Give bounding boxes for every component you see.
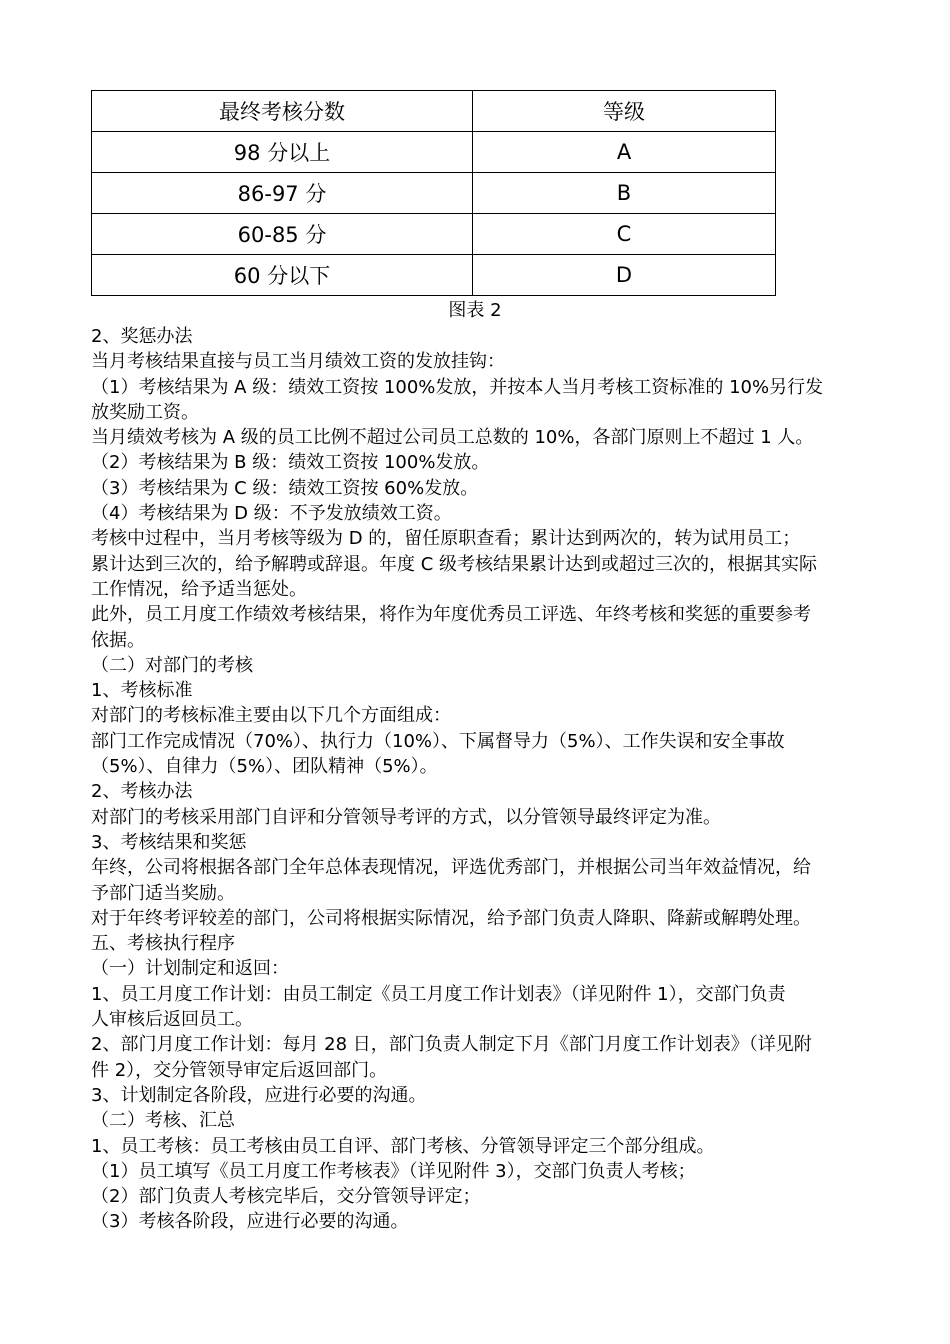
table-header-row <box>92 91 776 132</box>
table-caption: 图表 2 <box>448 300 502 321</box>
text-line: 部门工作完成情况（70%）、执行力（10%）、下属督导力（5%）、工作失误和安全事故 <box>91 730 785 752</box>
score-cell: 86-97 分 <box>92 173 473 214</box>
text-line: （3）考核各阶段，应进行必要的沟通。 <box>91 1211 409 1233</box>
text-line: 对部门的考核采用部门自评和分管领导考评的方式，以分管领导最终评定为准。 <box>91 806 721 828</box>
text-line: 放奖励工资。 <box>91 401 199 423</box>
score-cell: 98 分以上 <box>92 132 473 173</box>
text-line: 此外，员工月度工作绩效考核结果，将作为年度优秀员工评选、年终考核和奖惩的重要参考 <box>91 604 811 626</box>
header-score: 最终考核分数 <box>92 91 473 132</box>
text-line: 当月考核结果直接与员工当月绩效工资的发放挂钩： <box>91 351 505 373</box>
text-line: 2、考核办法 <box>91 781 193 803</box>
text-line: 年终，公司将根据各部门全年总体表现情况，评选优秀部门，并根据公司当年效益情况，给 <box>91 857 811 879</box>
text-line: 2、部门月度工作计划：每月 28 日，部门负责人制定下月《部门月度工作计划表》（详见附 <box>91 1034 812 1056</box>
body-text <box>91 324 861 1235</box>
grade-cell: C <box>473 214 776 255</box>
text-line: 1、考核标准 <box>91 680 193 702</box>
text-line: （二）考核、汇总 <box>91 1110 235 1132</box>
grade-cell: B <box>473 173 776 214</box>
text-line: 3、考核结果和奖惩 <box>91 831 247 853</box>
text-line: 考核中过程中，当月考核等级为 D 的，留任原职查看；累计达到两次的，转为试用员工； <box>91 528 801 550</box>
text-line: 1、员工考核：员工考核由员工自评、部门考核、分管领导评定三个部分组成。 <box>91 1135 715 1157</box>
text-line: （一）计划制定和返回： <box>91 958 289 980</box>
table-row <box>92 214 776 255</box>
text-line: 3、计划制定各阶段，应进行必要的沟通。 <box>91 1084 427 1106</box>
text-line: 对于年终考评较差的部门，公司将根据实际情况，给予部门负责人降职、降薪或解聘处理。 <box>91 907 811 929</box>
text-line: 工作情况，给予适当惩处。 <box>91 578 307 600</box>
grade-table <box>91 90 776 296</box>
table-row <box>92 173 776 214</box>
grade-cell: A <box>473 132 776 173</box>
text-line: 予部门适当奖励。 <box>91 882 235 904</box>
text-line: （5%）、自律力（5%）、团队精神（5%）。 <box>91 756 438 778</box>
text-line: 累计达到三次的，给予解聘或辞退。年度 C 级考核结果累计达到或超过三次的，根据其实际 <box>91 553 818 575</box>
table-row <box>92 255 776 296</box>
text-line: （3）考核结果为 C 级：绩效工资按 60%发放。 <box>91 477 479 499</box>
grade-cell: D <box>473 255 776 296</box>
score-cell: 60 分以下 <box>92 255 473 296</box>
table-row <box>92 132 776 173</box>
header-grade: 等级 <box>473 91 776 132</box>
text-line: （2）部门负责人考核完毕后，交分管领导评定； <box>91 1186 481 1208</box>
text-line: 件 2），交分管领导审定后返回部门。 <box>91 1059 388 1081</box>
score-cell: 60-85 分 <box>92 214 473 255</box>
text-line: 对部门的考核标准主要由以下几个方面组成： <box>91 705 451 727</box>
text-line: （2）考核结果为 B 级：绩效工资按 100%发放。 <box>91 452 490 474</box>
text-line: （二）对部门的考核 <box>91 654 253 676</box>
text-line: 依据。 <box>91 629 145 651</box>
text-line: 2、奖惩办法 <box>91 326 193 347</box>
text-line: 五、考核执行程序 <box>91 933 235 955</box>
text-line: 1、员工月度工作计划：由员工制定《员工月度工作计划表》（详见附件 1），交部门负责 <box>91 983 786 1005</box>
text-line: 当月绩效考核为 A 级的员工比例不超过公司员工总数的 10%，各部门原则上不超过 1 人。 <box>91 427 814 449</box>
text-line: 人审核后返回员工。 <box>91 1009 253 1031</box>
text-line: （1）员工填写《员工月度工作考核表》（详见附件 3），交部门负责人考核； <box>91 1160 696 1182</box>
text-line: （4）考核结果为 D 级：不予发放绩效工资。 <box>91 503 452 525</box>
text-line: （1）考核结果为 A 级：绩效工资按 100%发放，并按本人当月考核工资标准的 10%另行发 <box>91 376 824 398</box>
